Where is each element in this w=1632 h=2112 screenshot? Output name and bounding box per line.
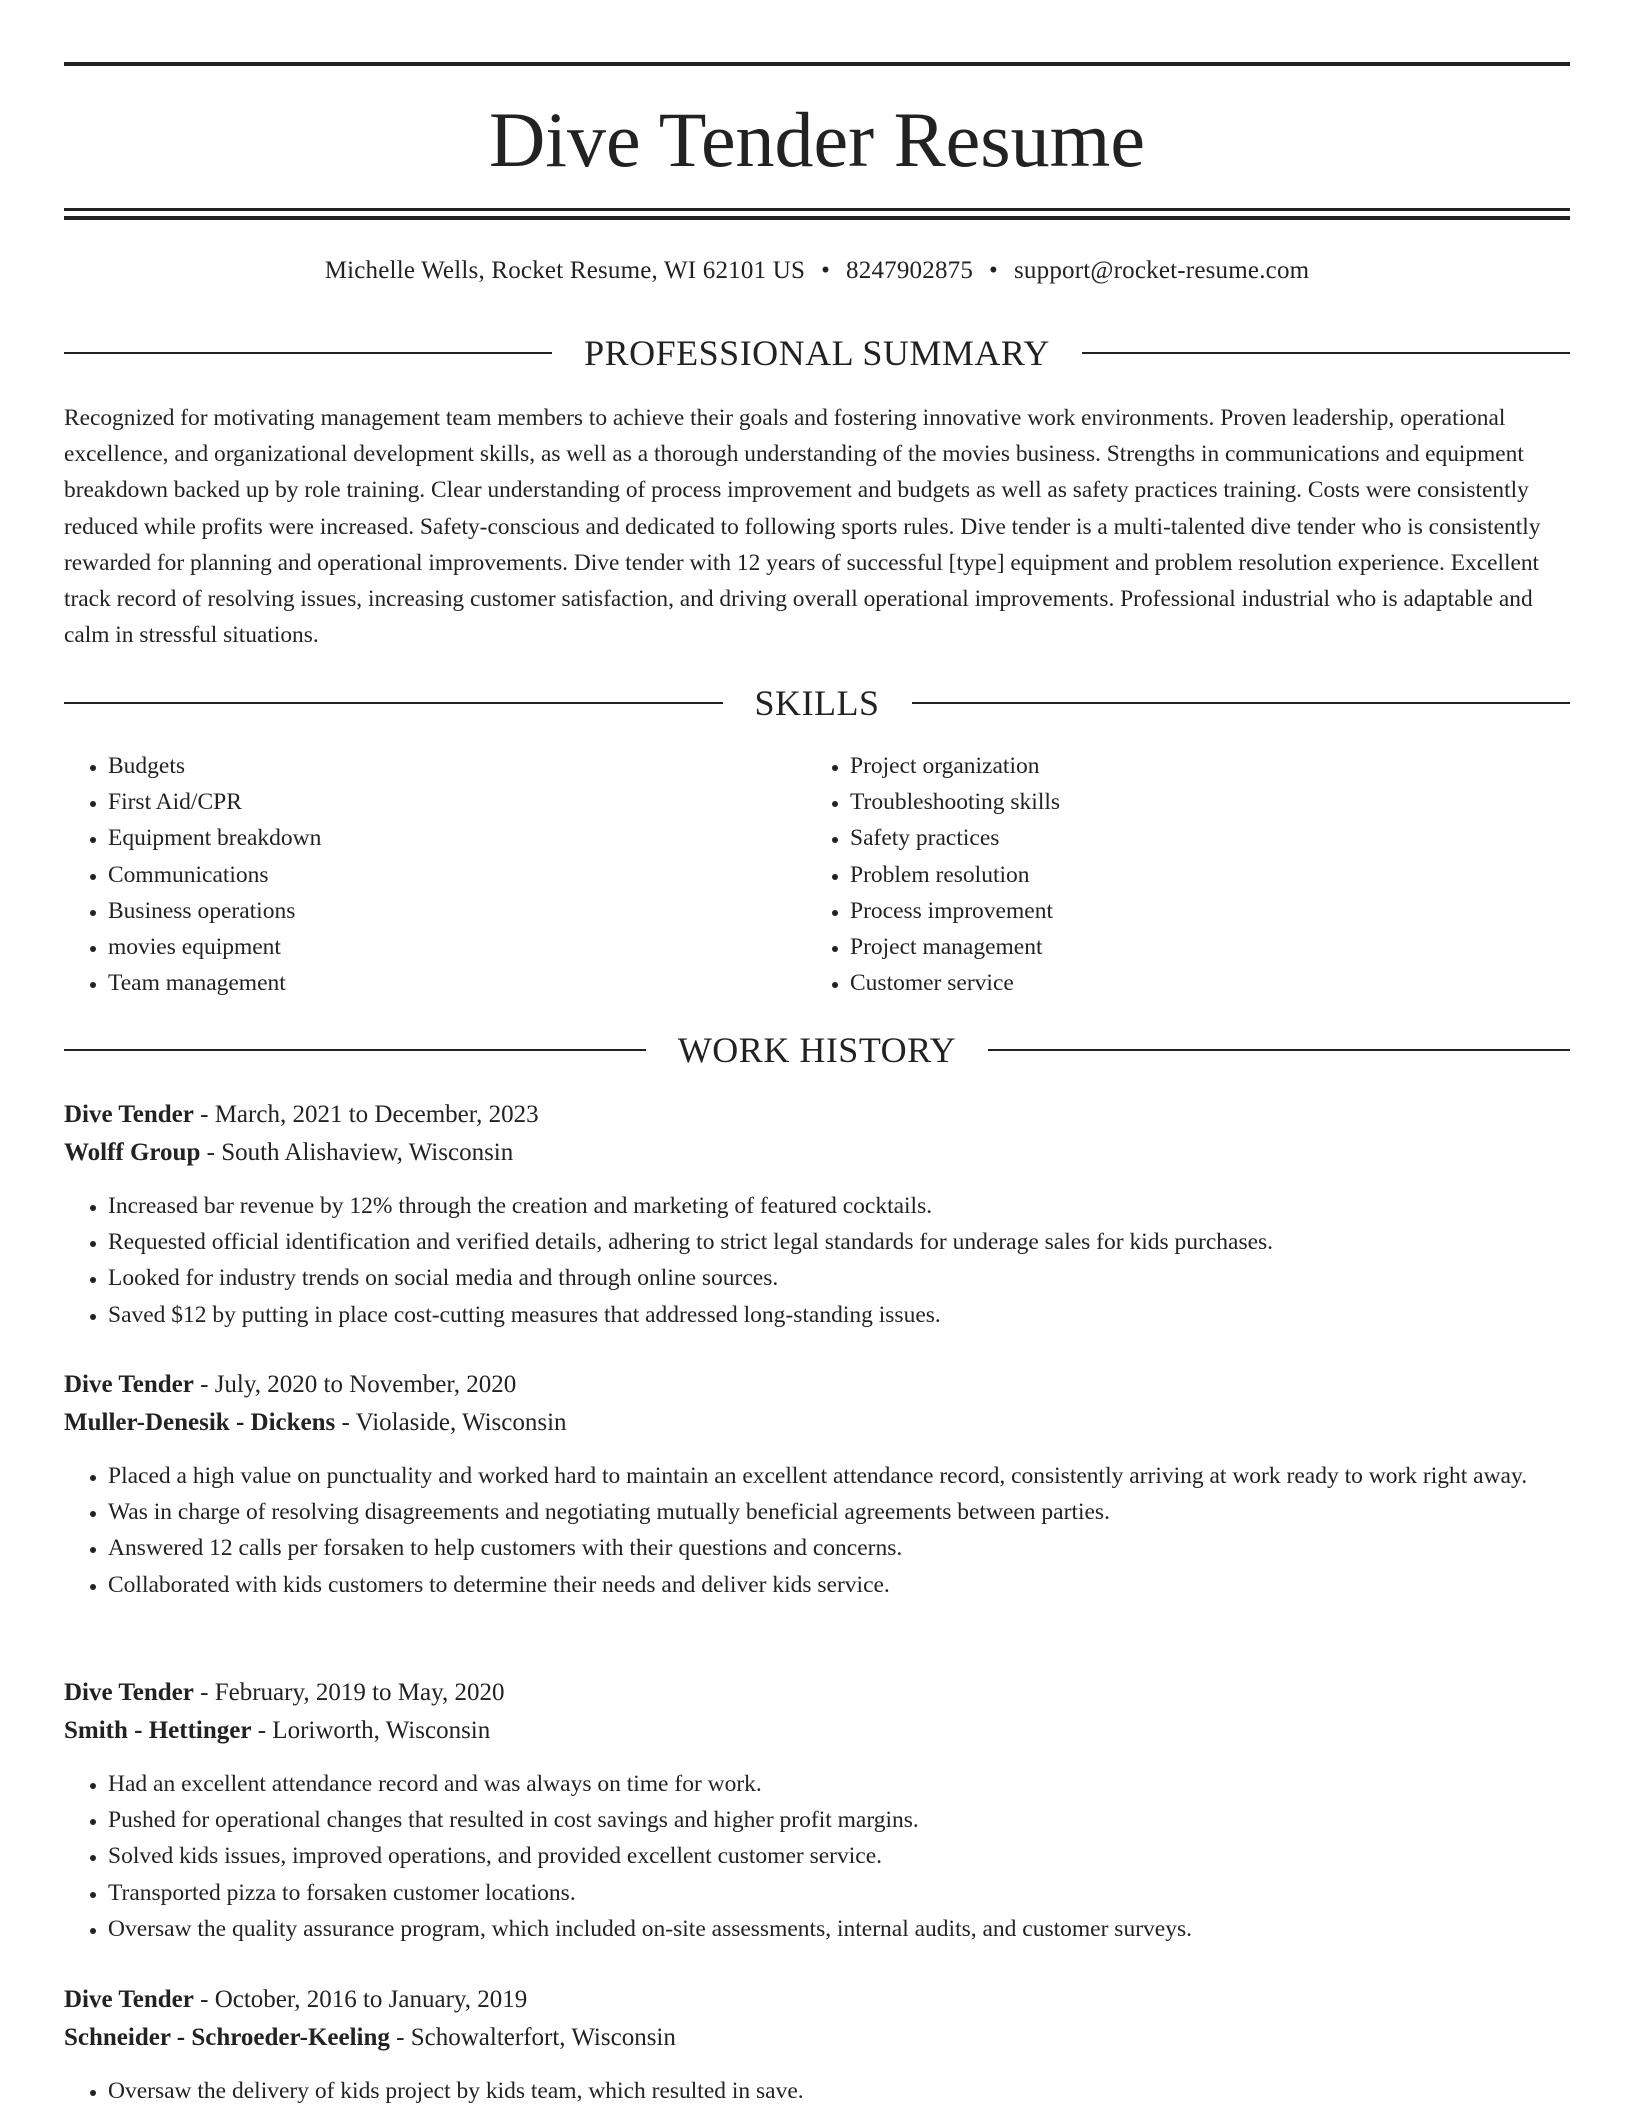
job-company-line <box>64 1134 1570 1172</box>
job-bullets <box>64 1458 1570 1603</box>
contact-phone: 8247902875 <box>846 257 974 284</box>
job-entry <box>64 1674 1570 1947</box>
job-title-line <box>64 1981 1570 2019</box>
summary-heading <box>64 331 1570 375</box>
skills-column-right <box>808 748 1550 1001</box>
job-location: - Violaside, Wisconsin <box>341 1409 567 1436</box>
job-bullet: • Requested official identification and verified details, adhering to strict legal standards for underage sales for kids purchases. <box>108 1224 1570 1260</box>
heading-rule <box>988 1049 1570 1051</box>
job-company-line <box>64 2019 1570 2057</box>
summary-text: Recognized for motivating management team members to achieve their goals and fostering innovative work environments. Proven leadership, operational excellence, and organizational development skills, as well as a thorough understanding of the movies business. Strengths in communications and equipment breakdown backed up by role training. Clear understanding of process improvement and budgets as well as safety practices training. Costs were consistently reduced while profits were increased. Safety-conscious and dedicated to following sports rules. Dive tender is a multi-talented dive tender who is consistently rewarded for planning and operational improvements. Dive tender with 12 years of successful [type] equipment and problem resolution experience. Excellent track record of resolving issues, increasing customer satisfaction, and driving overall operational improvements. Professional industrial who is adaptable and calm in stressful situations. <box>64 405 1541 649</box>
heading-rule <box>64 1049 646 1051</box>
job-title-line <box>64 1674 1570 1712</box>
job-title: Dive Tender <box>64 1986 194 2013</box>
job-location: - South Alishaview, Wisconsin <box>206 1139 514 1166</box>
job-bullet: • Had an excellent attendance record and was always on time for work. <box>108 1766 1570 1802</box>
job-bullet: • Oversaw the quality assurance program, which included on-site assessments, internal audits, and customer surveys. <box>108 1911 1570 1947</box>
job-title: Dive Tender <box>64 1101 194 1128</box>
job-bullets <box>64 2073 1570 2109</box>
skill-item: • Process improvement <box>850 893 1550 929</box>
job-entry <box>64 1981 1570 2109</box>
work-history-heading-label: WORK HISTORY <box>677 1030 957 1070</box>
title-rule-lower <box>64 216 1570 220</box>
job-bullet: • Was in charge of resolving disagreements and negotiating mutually beneficial agreements between parties. <box>108 1494 1570 1530</box>
job-entry <box>64 1366 1570 1603</box>
job-title: Dive Tender <box>64 1371 194 1398</box>
heading-rule <box>64 702 723 704</box>
job-bullets <box>64 1766 1570 1947</box>
job-location: - Loriworth, Wisconsin <box>257 1717 491 1744</box>
contact-separator: • <box>821 257 831 284</box>
job-location: - Schowalterfort, Wisconsin <box>396 2024 676 2051</box>
job-company: Smith - Hettinger <box>64 1717 252 1744</box>
skill-item: • movies equipment <box>108 929 808 965</box>
skill-item: • Project organization <box>850 748 1550 784</box>
job-bullet: • Placed a high value on punctuality and worked hard to maintain an excellent attendance record, consistently arriving at work ready to work right away. <box>108 1458 1570 1494</box>
job-bullet: • Increased bar revenue by 12% through the creation and marketing of featured cocktails. <box>108 1188 1570 1224</box>
job-bullet: • Looked for industry trends on social media and through online sources. <box>108 1260 1570 1296</box>
job-bullet: • Saved $12 by putting in place cost-cutting measures that addressed long-standing issues. <box>108 1297 1570 1333</box>
job-dates: - October, 2016 to January, 2019 <box>200 1986 528 2013</box>
job-bullet: • Oversaw the delivery of kids project by kids team, which resulted in save. <box>108 2073 1570 2109</box>
skill-item: • Safety practices <box>850 820 1550 856</box>
skills-heading <box>64 681 1570 725</box>
contact-email: support@rocket-resume.com <box>1014 257 1310 284</box>
job-company: Muller-Denesik - Dickens <box>64 1409 336 1436</box>
heading-rule <box>64 352 552 354</box>
job-company: Wolff Group <box>64 1139 201 1166</box>
job-bullet: • Transported pizza to forsaken customer locations. <box>108 1875 1570 1911</box>
job-title: Dive Tender <box>64 1679 194 1706</box>
skill-item: • Customer service <box>850 965 1550 1001</box>
skills-heading-label: SKILLS <box>754 683 880 723</box>
top-rule <box>64 62 1570 66</box>
job-company: Schneider - Schroeder-Keeling <box>64 2024 390 2051</box>
contact-address: Michelle Wells, Rocket Resume, WI 62101 US <box>324 257 806 284</box>
skill-item: • Troubleshooting skills <box>850 784 1550 820</box>
contact-line <box>64 254 1570 288</box>
job-bullet: • Collaborated with kids customers to determine their needs and deliver kids service. <box>108 1567 1570 1603</box>
summary-heading-label: PROFESSIONAL SUMMARY <box>584 333 1050 373</box>
job-bullet: • Answered 12 calls per forsaken to help customers with their questions and concerns. <box>108 1530 1570 1566</box>
title-rule-upper <box>64 208 1570 211</box>
skill-item: • Communications <box>108 857 808 893</box>
heading-rule <box>1082 352 1570 354</box>
skill-item: • Team management <box>108 965 808 1001</box>
job-entry <box>64 1096 1570 1333</box>
job-title-line <box>64 1096 1570 1134</box>
job-bullet: • Solved kids issues, improved operations, and provided excellent customer service. <box>108 1838 1570 1874</box>
skill-item: • Problem resolution <box>850 857 1550 893</box>
skill-item: • First Aid/CPR <box>108 784 808 820</box>
skill-item: • Budgets <box>108 748 808 784</box>
contact-separator: • <box>989 257 998 284</box>
job-dates: - February, 2019 to May, 2020 <box>200 1679 505 1706</box>
heading-rule <box>912 702 1571 704</box>
job-company-line <box>64 1404 1570 1442</box>
skill-item: • Equipment breakdown <box>108 820 808 856</box>
work-history-heading <box>64 1028 1570 1072</box>
skill-item: • Business operations <box>108 893 808 929</box>
job-title-line <box>64 1366 1570 1404</box>
job-bullet: • Pushed for operational changes that resulted in cost savings and higher profit margins. <box>108 1802 1570 1838</box>
job-dates: - March, 2021 to December, 2023 <box>200 1101 539 1128</box>
skill-item: • Project management <box>850 929 1550 965</box>
skills-column-left <box>64 748 808 1001</box>
job-dates: - July, 2020 to November, 2020 <box>200 1371 517 1398</box>
job-company-line <box>64 1712 1570 1750</box>
skills-list <box>64 748 1570 1001</box>
job-bullets <box>64 1188 1570 1333</box>
page-title: Dive Tender Resume <box>489 96 1145 183</box>
